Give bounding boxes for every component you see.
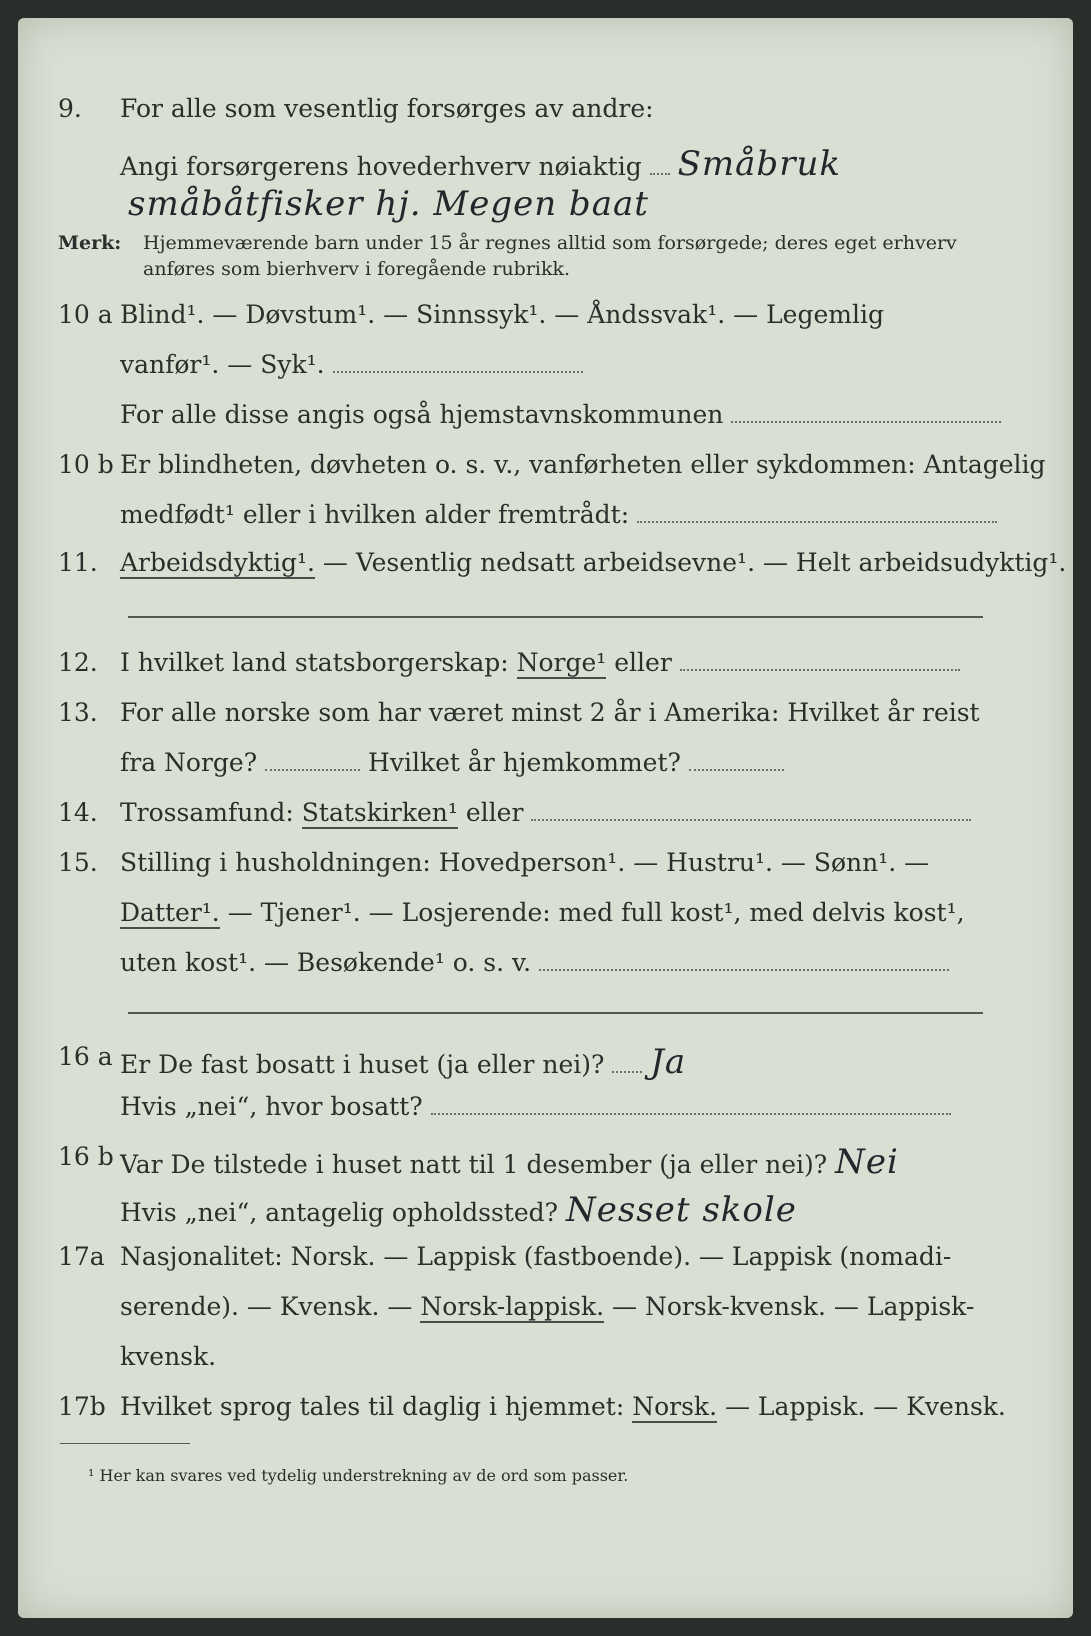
q9-handwritten-answer-1: Småbruk xyxy=(677,144,841,184)
merk-label: Merk: xyxy=(58,232,122,254)
q16a-question: Er De fast bosatt i huset (ja eller nei)? xyxy=(120,1050,605,1079)
q10b-number: 10 b xyxy=(58,450,114,479)
q12-suffix: eller xyxy=(614,648,672,677)
q10b-question-2: medfødt¹ eller i hvilken alder fremtrådt: xyxy=(120,500,630,529)
q16b-location: Hvis „nei“, antagelig opholdssted? xyxy=(120,1198,559,1227)
q17a-question: Nasjonalitet: Norsk. — Lappisk (fastboende). — Lappisk (nomadi- xyxy=(120,1242,952,1271)
q16b-number: 16 b xyxy=(58,1142,114,1171)
q16a-where: Hvis „nei“, hvor bosatt? xyxy=(120,1092,423,1121)
q15-other-options: — Tjener¹. — Losjerende: med full kost¹, med delvis kost¹, xyxy=(227,898,965,927)
q11-selected-option: Arbeidsdyktig¹. xyxy=(120,548,315,577)
q11-other-options: — Vesentlig nedsatt arbeidsevne¹. — Helt arbeidsudyktig¹. xyxy=(322,548,1067,577)
q16b-handwritten-answer-1: Nei xyxy=(835,1142,899,1182)
q17b-number: 17b xyxy=(58,1392,106,1421)
q10a-number: 10 a xyxy=(58,300,113,329)
q9-handwritten-answer-2: småbåtfisker hj. Megen baat xyxy=(128,184,649,224)
footnote xyxy=(88,1466,628,1485)
divider-line xyxy=(128,616,983,618)
footnote-mark: ¹ xyxy=(88,1466,95,1485)
footnote-separator xyxy=(60,1443,190,1444)
merk-text-1: Hjemmeværende barn under 15 år regnes alltid som forsørgede; deres eget erhverv xyxy=(143,232,957,254)
q17a-number: 17a xyxy=(58,1242,105,1271)
q14-suffix: eller xyxy=(465,798,524,827)
q17a-options-2: — Norsk-kvensk. — Lappisk- xyxy=(612,1292,975,1321)
q16b-question: Var De tilstede i huset natt til 1 desember (ja eller nei)? xyxy=(120,1150,828,1179)
q14-number: 14. xyxy=(58,798,98,827)
q9-occupation-label: Angi forsørgerens hovederhverv nøiaktig xyxy=(120,152,642,181)
q15-number: 15. xyxy=(58,848,98,877)
q16b-handwritten-answer-2: Nesset skole xyxy=(565,1190,797,1230)
q15-other-options-2: uten kost¹. — Besøkende¹ o. s. v. xyxy=(120,948,532,977)
footnote-text: Her kan svares ved tydelig understrekning av de ord som passer. xyxy=(99,1466,629,1485)
q15-selected-option: Datter¹. xyxy=(120,898,220,927)
merk-text-2: anføres som bierhverv i foregående rubrikk. xyxy=(143,258,571,280)
q16a-number: 16 a xyxy=(58,1042,113,1071)
q10a-home-municipality: For alle disse angis også hjemstavnskommunen xyxy=(120,400,724,429)
q13-question: For alle norske som har været minst 2 år i Amerika: Hvilket år reist xyxy=(120,698,980,727)
q9-number: 9. xyxy=(58,94,82,123)
q13-number: 13. xyxy=(58,698,98,727)
q17a-options-3: kvensk. xyxy=(120,1342,217,1371)
q17b-selected-option: Norsk. xyxy=(632,1392,718,1421)
q11-number: 11. xyxy=(58,548,98,577)
q12-selected-option: Norge¹ xyxy=(516,648,607,677)
q17b-other-options: — Lappisk. — Kvensk. xyxy=(724,1392,1006,1421)
q10a-conditions-2: vanfør¹. — Syk¹. xyxy=(120,350,325,379)
q12-question: I hvilket land statsborgerskap: xyxy=(120,648,509,677)
q16a-handwritten-answer: Ja xyxy=(650,1042,687,1082)
q17a-options: serende). — Kvensk. — xyxy=(120,1292,413,1321)
q10a-conditions: Blind¹. — Døvstum¹. — Sinnssyk¹. — Åndssvak¹. — Legemlig xyxy=(120,300,884,329)
q17a-selected-option: Norsk-lappisk. xyxy=(420,1292,605,1321)
q14-label: Trossamfund: xyxy=(120,798,294,827)
census-form-page xyxy=(18,18,1073,1618)
q15-question: Stilling i husholdningen: Hovedperson¹. — Hustru¹. — Sønn¹. — xyxy=(120,848,930,877)
divider-line-2 xyxy=(128,1012,983,1014)
q12-number: 12. xyxy=(58,648,98,677)
q17b-question: Hvilket sprog tales til daglig i hjemmet: xyxy=(120,1392,625,1421)
q13-left-norway: fra Norge? xyxy=(120,748,258,777)
q13-returned: Hvilket år hjemkommet? xyxy=(368,748,681,777)
q9-question: For alle som vesentlig forsørges av andre: xyxy=(120,94,654,123)
q10b-question: Er blindheten, døvheten o. s. v., vanførheten eller sykdommen: Antagelig xyxy=(120,450,1046,479)
q14-selected-option: Statskirken¹ xyxy=(301,798,458,827)
